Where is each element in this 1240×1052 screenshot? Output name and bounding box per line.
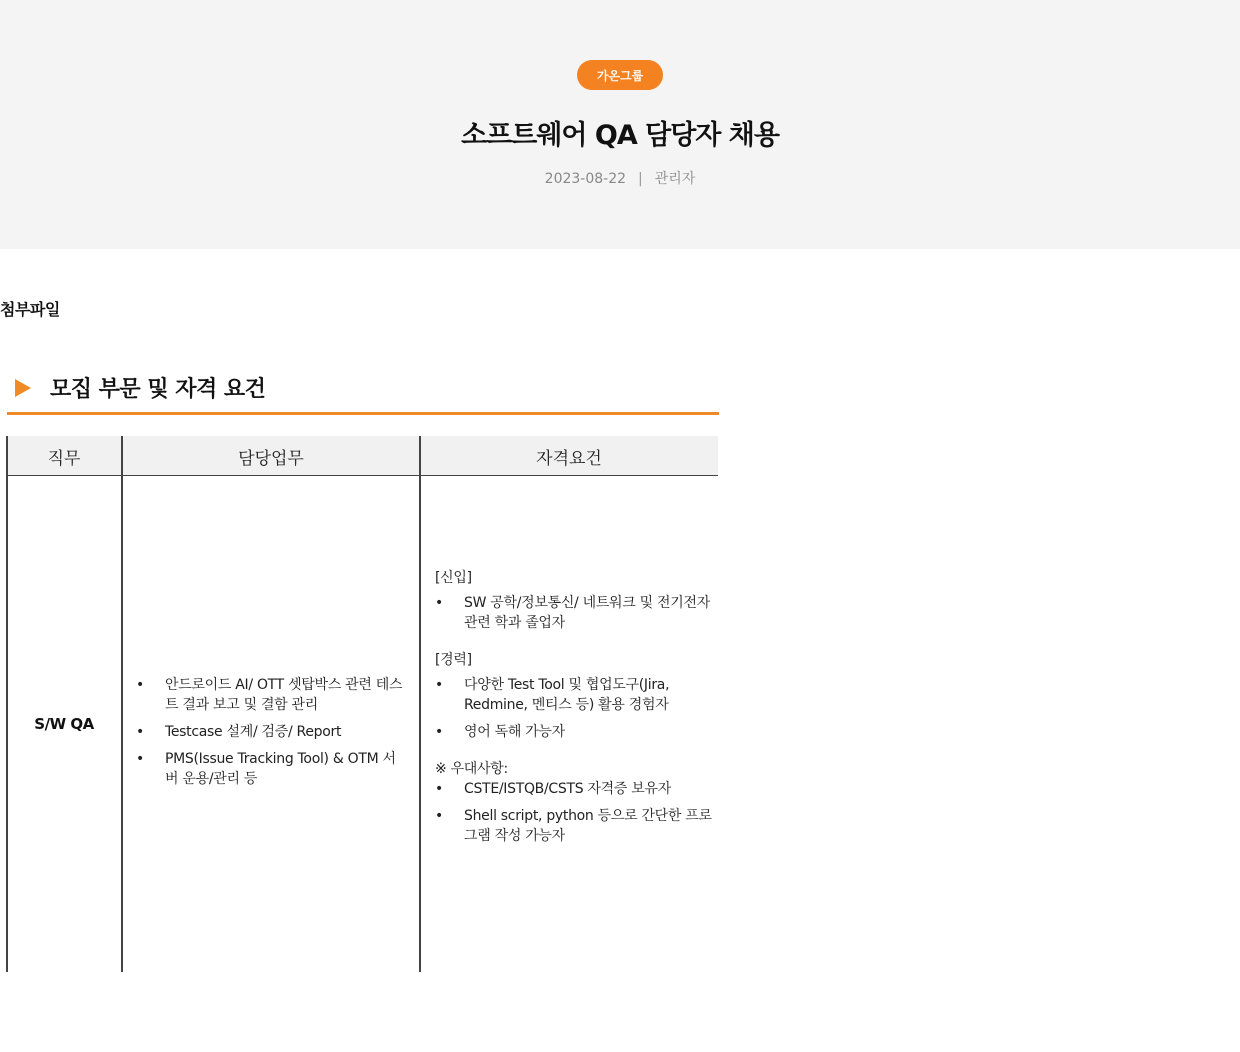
header-qualifications: 자격요건 [536,448,602,469]
list-item: • Testcase 설계/ 검증/ Report [136,722,406,742]
preferred-label: ※ 우대사항: [435,761,508,777]
list-item: • 영어 독해 가능자 [435,722,715,742]
list-item: • 안드로이드 AI/ OTT 셋탑박스 관련 테스트 결과 보고 및 결함 관리 [136,675,406,715]
job-cell: S/W QA [34,715,94,733]
duties-cell [136,675,406,796]
qualifications-cell [435,568,715,853]
list-item: • SW 공학/정보통신/ 네트워크 및 전기전자 관련 학과 졸업자 [435,593,715,633]
post-date: 2023-08-22 [544,171,627,187]
list-item: • Shell script, python 등으로 간단한 프로그램 작성 가능자 [435,806,715,846]
header-job: 직무 [47,448,81,469]
section-header [7,370,719,415]
attachment-label[interactable]: 첨부파일 [0,300,60,319]
arrow-right-icon [15,379,31,397]
experienced-label: [경력] [435,652,472,668]
meta-separator: | [638,171,643,187]
section-title: 모집 부문 및 자격 요건 [50,377,266,402]
list-item: • CSTE/ISTQB/CSTS 자격증 보유자 [435,779,715,799]
list-item: • 다양한 Test Tool 및 협업도구(Jira, Redmine, 멘티스 등) 활용 경험자 [435,675,715,715]
category-badge[interactable]: 가온그룹 [577,60,663,90]
recruitment-table [6,436,718,972]
table-border [419,436,421,972]
post-header [0,0,1240,249]
header-duties: 담당업무 [238,448,304,469]
new-label: [신입] [435,570,472,586]
list-item: • PMS(Issue Tracking Tool) & OTM 서버 운용/관리 등 [136,749,406,789]
post-author: 관리자 [654,171,696,187]
post-meta [0,168,1240,188]
post-title: 소프트웨어 QA 담당자 채용 [461,120,779,151]
